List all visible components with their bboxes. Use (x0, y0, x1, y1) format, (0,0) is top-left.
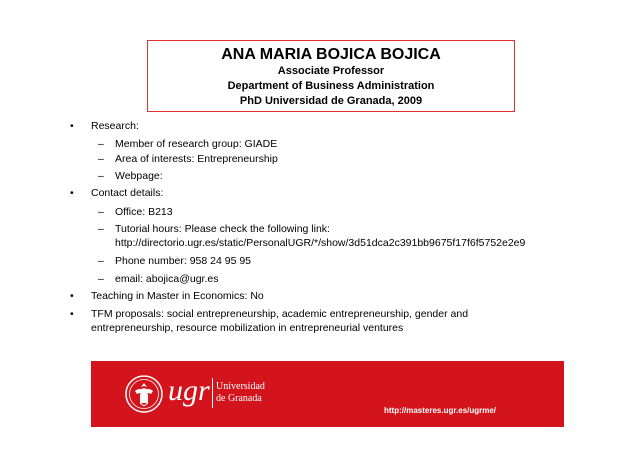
university-name-line2: de Granada (216, 393, 262, 404)
contact-office: Office: B213 (115, 206, 173, 218)
header-box (147, 40, 515, 112)
dash-icon: – (98, 138, 104, 150)
professor-name: ANA MARIA BOJICA BOJICA (221, 46, 441, 63)
dash-icon: – (98, 223, 104, 235)
bullet-icon: • (70, 308, 74, 320)
bullet-icon: • (70, 290, 74, 302)
contact-tutorial: Tutorial hours: Please check the following link: (115, 223, 330, 235)
research-interests: Area of interests: Entrepreneurship (115, 153, 278, 165)
bullet-icon: • (70, 120, 74, 132)
teaching-info: Teaching in Master in Economics: No (91, 290, 264, 302)
contact-label: Contact details: (91, 187, 164, 199)
tfm-proposals-line1: TFM proposals: social entrepreneurship, academic entrepreneurship, gender and (91, 308, 469, 320)
dash-icon: – (98, 170, 104, 182)
university-name (216, 381, 265, 405)
tfm-proposals-line2: entrepreneurship, resource mobilization in entrepreneurial ventures (91, 322, 404, 334)
contact-email[interactable]: email: abojica@ugr.es (115, 273, 219, 285)
footer-banner (91, 361, 564, 427)
research-label: Research: (91, 120, 139, 132)
dash-icon: – (98, 153, 104, 165)
university-name-line1: Universidad (216, 381, 265, 392)
university-seal-icon (124, 374, 164, 414)
contact-phone: Phone number: 958 24 95 95 (115, 255, 252, 267)
dash-icon: – (98, 273, 104, 285)
degree: PhD Universidad de Granada, 2009 (239, 95, 423, 107)
tutorial-link[interactable]: http://directorio.ugr.es/static/PersonalUGR/*/show/3d51dca2c391bb9675f17f6f5752e2e9 (115, 237, 526, 249)
master-url-link[interactable]: http://masteres.ugr.es/ugrme/ (384, 406, 497, 415)
research-group: Member of research group: GIADE (115, 138, 278, 150)
ugr-logo-text: ugr (168, 374, 210, 407)
department: Department of Business Administration (227, 80, 435, 92)
position-title: Associate Professor (277, 65, 385, 77)
logo-divider (212, 378, 213, 408)
dash-icon: – (98, 255, 104, 267)
bullet-icon: • (70, 187, 74, 199)
dash-icon: – (98, 206, 104, 218)
research-webpage[interactable]: Webpage: (115, 170, 163, 182)
